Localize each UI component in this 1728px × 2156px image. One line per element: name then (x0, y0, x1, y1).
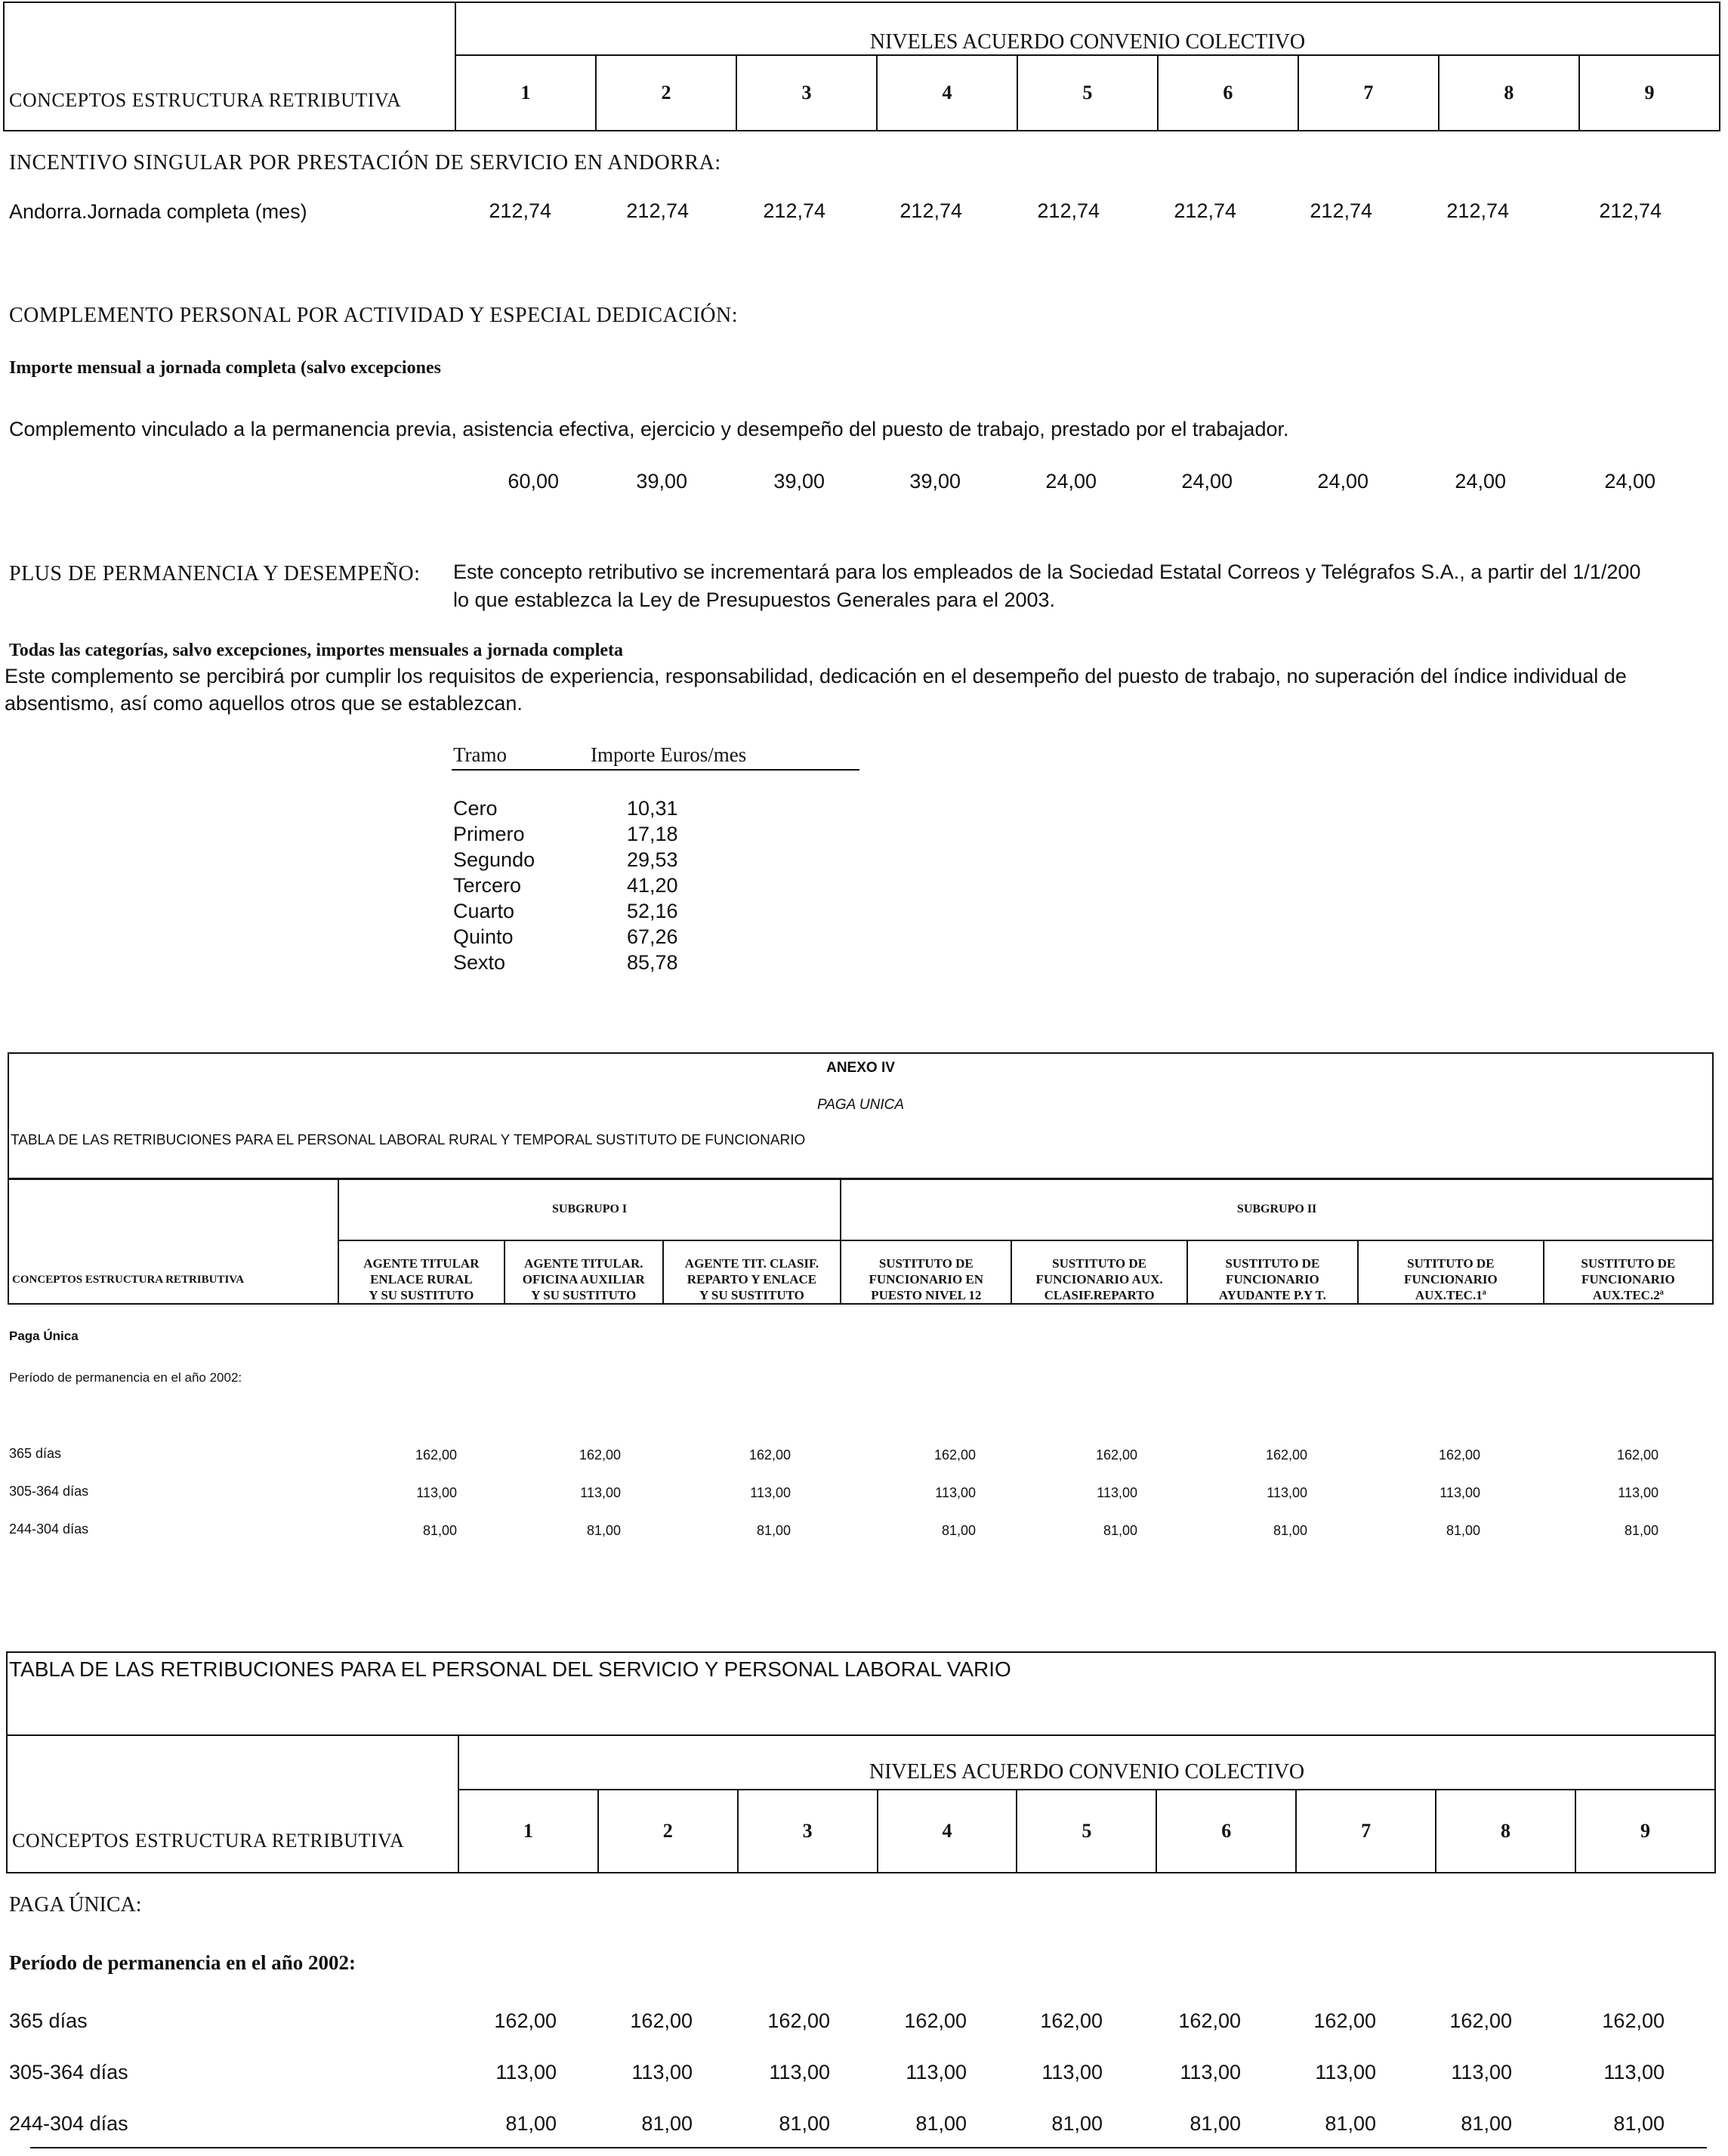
tramo-value: 29,53 (627, 848, 678, 871)
servicio-value-cell: 81,00 (1190, 2112, 1241, 2135)
servicio-value-cell: 162,00 (767, 2009, 830, 2032)
anexo-value-cell: 81,00 (756, 1523, 791, 1538)
complemento-description: Complemento vinculado a la permanencia previa, asistencia efectiva, ejercicio y desempeño del puesto de trabajo, prestado por el trabajador. (9, 418, 1289, 440)
anexo-value-cell: 81,00 (1624, 1523, 1659, 1538)
anexo-column-header-line: SUSTITUTO DE (1225, 1256, 1320, 1271)
level-2-header: 2 (596, 55, 736, 131)
plus-desc-line2: absentismo, así como aquellos otros que se establezcan. (5, 692, 523, 715)
servicio-value-cell: 113,00 (631, 2061, 693, 2083)
value-cell: 24,00 (1317, 470, 1369, 493)
value-cell: 212,74 (899, 199, 962, 222)
anexo-column-header (338, 1240, 505, 1304)
servicio-table-title: TABLA DE LAS RETRIBUCIONES PARA EL PERSONAL DEL SERVICIO Y PERSONAL LABORAL VARIO (9, 1657, 1011, 1681)
servicio-niveles-title: NIVELES ACUERDO CONVENIO COLECTIVO (458, 1735, 1715, 1790)
servicio-row-label: 365 días (9, 2009, 88, 2032)
niveles-title: NIVELES ACUERDO CONVENIO COLECTIVO (455, 2, 1720, 55)
tramo-name: Primero (453, 823, 525, 845)
anexo-subtitle: PAGA UNICA (816, 1097, 905, 1113)
servicio-value-cell: 162,00 (904, 2009, 967, 2032)
anexo-row-label: 305-364 días (9, 1484, 89, 1499)
plus-heading: PLUS DE PERMANENCIA Y DESEMPEÑO: (9, 562, 421, 585)
tramo-name: Cero (453, 797, 498, 820)
value-cell: 24,00 (1604, 470, 1655, 493)
andorra-values-row (0, 199, 1728, 230)
servicio-row-label: 305-364 días (9, 2061, 128, 2083)
anexo-column-header-line: AUX.TEC.2ª (1592, 1288, 1664, 1302)
anexo-value-cell: 162,00 (579, 1447, 621, 1463)
anexo-column-header-line: SUTITUTO DE (1407, 1256, 1495, 1271)
anexo-column-header-line: ENLACE RURAL (370, 1272, 473, 1286)
value-cell: 24,00 (1045, 470, 1097, 493)
level-1-header: 1 (458, 1790, 598, 1873)
servicio-title-box (6, 1651, 1716, 1737)
level-4-header: 4 (878, 1790, 1017, 1873)
anexo-value-cell: 113,00 (416, 1485, 457, 1500)
servicio-value-cell: 81,00 (915, 2112, 967, 2135)
tramo-name: Sexto (453, 951, 506, 974)
value-cell: 24,00 (1455, 470, 1506, 493)
niveles-header-table (3, 2, 1720, 131)
anexo-value-cell: 81,00 (422, 1523, 457, 1538)
anexo-value-cell: 113,00 (750, 1485, 791, 1500)
level-9-header: 9 (1575, 1790, 1715, 1873)
anexo-paga-label: Paga Única (9, 1329, 79, 1343)
servicio-value-cell: 162,00 (494, 2009, 557, 2032)
anexo-value-cell: 81,00 (1446, 1523, 1480, 1538)
anexo-value-cell: 113,00 (935, 1485, 976, 1500)
servicio-value-cell: 81,00 (779, 2112, 830, 2135)
anexo-column-header (841, 1240, 1011, 1304)
anexo-column-header (1011, 1240, 1186, 1304)
anexo-value-cell: 113,00 (1267, 1485, 1307, 1500)
anexo-column-header-line: AGENTE TIT. CLASIF. (684, 1256, 819, 1271)
anexo-column-header-line: FUNCIONARIO (1403, 1272, 1498, 1286)
andorra-row-label: Andorra.Jornada completa (mes) (9, 200, 307, 223)
value-cell: 212,74 (1446, 199, 1509, 222)
anexo-column-header-line: PUESTO NIVEL 12 (871, 1288, 982, 1302)
anexo-column-header-line: AGENTE TITULAR. (524, 1256, 643, 1271)
anexo-column-header-line: Y SU SUSTITUTO (369, 1288, 474, 1302)
anexo-table-title: TABLA DE LAS RETRIBUCIONES PARA EL PERSONAL LABORAL RURAL Y TEMPORAL SUSTITUTO DE FUNCIONARIO (11, 1132, 806, 1148)
tramo-value: 41,20 (627, 874, 678, 897)
level-6-header: 6 (1158, 55, 1298, 131)
servicio-periodo-label: Período de permanencia en el año 2002: (9, 1951, 356, 1974)
servicio-conceptos-label: CONCEPTOS ESTRUCTURA RETRIBUTIVA (7, 1735, 458, 1873)
servicio-value-cell: 162,00 (1313, 2009, 1376, 2032)
tramo-name: Segundo (453, 848, 535, 871)
value-cell: 39,00 (773, 470, 825, 493)
anexo-column-header-line: OFICINA AUXILIAR (522, 1272, 645, 1286)
tramo-name: Quinto (453, 925, 514, 948)
anexo-column-header-line: SUSTITUTO DE (1581, 1256, 1676, 1271)
tramo-value: 10,31 (627, 797, 678, 820)
anexo-column-header-line: CLASIF.REPARTO (1044, 1288, 1155, 1302)
anexo-title: ANEXO IV (826, 1060, 895, 1076)
value-cell: 212,74 (626, 199, 689, 222)
anexo-column-header-line: FUNCIONARIO EN (869, 1272, 984, 1286)
servicio-value-cell: 113,00 (906, 2061, 967, 2083)
anexo-column-header (663, 1240, 841, 1304)
level-9-header: 9 (1579, 55, 1720, 131)
servicio-value-cell: 81,00 (1051, 2112, 1103, 2135)
servicio-niveles-table (6, 1734, 1716, 1873)
anexo-column-header-line: SUSTITUTO DE (1052, 1256, 1147, 1271)
servicio-value-cell: 113,00 (1315, 2061, 1376, 2083)
anexo-value-cell: 162,00 (933, 1447, 976, 1463)
level-8-header: 8 (1439, 55, 1579, 131)
value-cell: 39,00 (909, 470, 961, 493)
anexo-value-cell: 81,00 (941, 1523, 976, 1538)
servicio-value-cell: 162,00 (1178, 2009, 1241, 2032)
level-5-header: 5 (1017, 1790, 1156, 1873)
tramo-value: 52,16 (627, 900, 678, 922)
anexo-value-cell: 162,00 (748, 1447, 791, 1463)
anexo-column-header-line: FUNCIONARIO (1226, 1272, 1319, 1286)
anexo-columns-table (8, 1178, 1714, 1305)
anexo-column-header-line: AGENTE TITULAR (363, 1256, 480, 1271)
servicio-value-cell: 113,00 (1180, 2061, 1241, 2083)
tramo-name: Tercero (453, 874, 522, 897)
tramo-value: 67,26 (627, 925, 678, 948)
value-cell: 212,74 (1310, 199, 1372, 222)
level-4-header: 4 (877, 55, 1017, 131)
servicio-value-cell: 113,00 (1041, 2061, 1103, 2083)
level-1-header: 1 (455, 55, 596, 131)
servicio-value-cell: 113,00 (769, 2061, 830, 2083)
servicio-value-cell: 162,00 (1040, 2009, 1103, 2032)
anexo-column-header (505, 1240, 663, 1304)
servicio-row-label: 244-304 días (9, 2112, 128, 2135)
anexo-column-header-line: AUX.TEC.1ª (1415, 1288, 1486, 1302)
anexo-value-cell: 113,00 (1439, 1485, 1480, 1500)
plus-subheading: Todas las categorías, salvo excepciones, importes mensuales a jornada completa (9, 641, 624, 660)
anexo-periodo-label: Período de permanencia en el año 2002: (9, 1370, 242, 1385)
complemento-values-row (0, 470, 1728, 500)
level-8-header: 8 (1436, 1790, 1575, 1873)
level-7-header: 7 (1296, 1790, 1436, 1873)
servicio-value-cell: 81,00 (1461, 2112, 1512, 2135)
anexo-row-label: 365 días (9, 1446, 62, 1461)
anexo-value-cell: 81,00 (1273, 1523, 1307, 1538)
anexo-column-header (1187, 1240, 1358, 1304)
anexo-value-cell: 81,00 (1103, 1523, 1137, 1538)
anexo-column-header-line: SUSTITUTO DE (878, 1256, 974, 1271)
bottom-rule (30, 2147, 1707, 2148)
servicio-value-cell: 162,00 (1449, 2009, 1512, 2032)
level-5-header: 5 (1017, 55, 1158, 131)
complemento-heading: COMPLEMENTO PERSONAL POR ACTIVIDAD Y ESPECIAL DEDICACIÓN: (9, 304, 738, 327)
servicio-value-cell: 81,00 (505, 2112, 557, 2135)
level-2-header: 2 (598, 1790, 738, 1873)
tramo-value: 17,18 (627, 823, 678, 845)
anexo-value-cell: 162,00 (1265, 1447, 1307, 1463)
level-7-header: 7 (1298, 55, 1439, 131)
andorra-heading: INCENTIVO SINGULAR POR PRESTACIÓN DE SERVICIO EN ANDORRA: (9, 151, 721, 175)
subgrupo-2: SUBGRUPO II (841, 1178, 1713, 1240)
anexo-value-cell: 113,00 (1618, 1485, 1659, 1500)
subgrupo-1: SUBGRUPO I (338, 1178, 841, 1240)
value-cell: 39,00 (636, 470, 687, 493)
anexo-column-header-line: FUNCIONARIO AUX. (1035, 1272, 1163, 1286)
value-cell: 212,74 (763, 199, 825, 222)
anexo-column-header-line: Y SU SUSTITUTO (531, 1288, 637, 1302)
servicio-value-cell: 113,00 (1603, 2061, 1665, 2083)
anexo-column-header-line: Y SU SUSTITUTO (699, 1288, 804, 1302)
anexo-value-cell: 162,00 (415, 1447, 457, 1463)
anexo-column-header-line: AYUDANTE P.Y T. (1218, 1288, 1326, 1302)
value-cell: 212,74 (489, 199, 551, 222)
plus-desc-line1: Este complemento se percibirá por cumplir los requisitos de experiencia, responsabilidad, dedicación en el desempeño del puesto de trabajo, no superación del índice individual de (5, 665, 1627, 687)
anexo-column-header (1544, 1240, 1713, 1304)
level-6-header: 6 (1156, 1790, 1296, 1873)
plus-text-line2: lo que establezca la Ley de Presupuestos Generales para el 2003. (453, 588, 1056, 611)
anexo-column-header-line: FUNCIONARIO (1581, 1272, 1675, 1286)
servicio-paga-heading: PAGA ÚNICA: (9, 1893, 142, 1917)
plus-text-line1: Este concepto retributivo se incrementará para los empleados de la Sociedad Estatal Correos y Telégrafos S.A., a partir del 1/1/200 (453, 561, 1641, 583)
anexo-value-cell: 113,00 (1097, 1485, 1137, 1500)
value-cell: 212,74 (1599, 199, 1662, 222)
tramo-header-underline (452, 769, 859, 771)
value-cell: 212,74 (1037, 199, 1100, 222)
anexo-conceptos-label: CONCEPTOS ESTRUCTURA RETRIBUTIVA (8, 1178, 338, 1304)
servicio-value-cell: 113,00 (1451, 2061, 1512, 2083)
value-cell: 60,00 (508, 470, 559, 493)
servicio-value-cell: 113,00 (495, 2061, 557, 2083)
servicio-value-cell: 81,00 (641, 2112, 693, 2135)
anexo-column-header (1358, 1240, 1544, 1304)
level-3-header: 3 (738, 1790, 878, 1873)
importe-header: Importe Euros/mes (591, 743, 747, 766)
anexo-column-header-line: REPARTO Y ENLACE (687, 1272, 817, 1286)
anexo-value-cell: 162,00 (1095, 1447, 1137, 1463)
servicio-value-cell: 162,00 (1602, 2009, 1665, 2032)
level-3-header: 3 (736, 55, 877, 131)
anexo-value-cell: 162,00 (1438, 1447, 1480, 1463)
value-cell: 212,74 (1174, 199, 1236, 222)
servicio-value-cell: 81,00 (1325, 2112, 1376, 2135)
tramo-value: 85,78 (627, 951, 678, 974)
anexo-value-cell: 113,00 (580, 1485, 621, 1500)
complemento-subheading: Importe mensual a jornada completa (salvo excepciones (9, 358, 441, 378)
servicio-value-cell: 162,00 (630, 2009, 693, 2032)
conceptos-label: CONCEPTOS ESTRUCTURA RETRIBUTIVA (4, 2, 455, 131)
tramo-header: Tramo (453, 743, 508, 766)
anexo-value-cell: 81,00 (586, 1523, 621, 1538)
servicio-value-cell: 81,00 (1613, 2112, 1665, 2135)
anexo-value-cell: 162,00 (1616, 1447, 1659, 1463)
tramo-name: Cuarto (453, 900, 515, 922)
anexo-row-label: 244-304 días (9, 1521, 89, 1537)
value-cell: 24,00 (1181, 470, 1233, 493)
